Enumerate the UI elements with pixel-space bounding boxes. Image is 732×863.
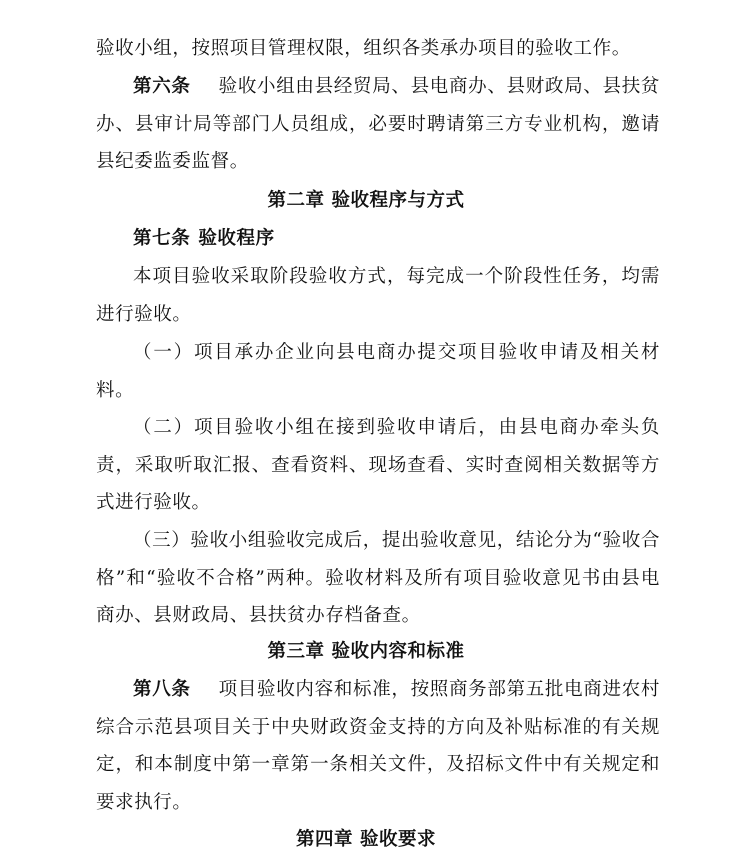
article-6-body: 验收小组由县经贸局、县电商办、县财政局、县扶贫办、县审计局等部门人员组成，必要时聘请第三方专业机构，邀请县纪委监委监督。 <box>96 76 660 172</box>
procedure-item-1 <box>96 334 660 409</box>
article-7-title: 验收程序 <box>198 228 275 249</box>
article-7-body <box>96 258 660 333</box>
article-6 <box>96 68 660 181</box>
paragraph-text: （一）项目承办企业向县电商办提交项目验收申请及相关材料。 <box>96 342 660 401</box>
paragraph-text: 验收小组，按照项目管理权限，组织各类承办项目的验收工作。 <box>96 38 631 59</box>
article-8-label: 第八条 <box>133 679 191 700</box>
article-7-heading <box>96 220 660 258</box>
paragraph-text: 本项目验收采取阶段验收方式，每完成一个阶段性任务，均需进行验收。 <box>96 266 660 325</box>
chapter-3-title: 第三章 验收内容和标准 <box>267 641 465 662</box>
paragraph-text: （二）项目验收小组在接到验收申请后，由县电商办牵头负责，采取听取汇报、查看资料、现场查看、实时查阅相关数据等方式进行验收。 <box>96 417 660 513</box>
article-7-label: 第七条 <box>133 228 191 249</box>
chapter-2-title: 第二章 验收程序与方式 <box>267 190 465 211</box>
article-8 <box>96 671 660 821</box>
article-6-label: 第六条 <box>133 76 191 97</box>
chapter-4-title: 第四章 验收要求 <box>296 829 436 850</box>
procedure-item-3 <box>96 522 660 635</box>
procedure-item-2 <box>96 409 660 522</box>
article-8-body: 项目验收内容和标准，按照商务部第五批电商进农村综合示范县项目关于中央财政资金支持的方向及补贴标准的有关规定，和本制度中第一章第一条相关文件，及招标文件中有关规定和要求执行。 <box>96 679 660 813</box>
paragraph-text: （三）验收小组验收完成后，提出验收意见，结论分为“验收合格”和“验收不合格”两种。验收材料及所有项目验收意见书由县电商办、县财政局、县扶贫办存档备查。 <box>96 530 660 626</box>
paragraph-continuation <box>96 30 660 68</box>
